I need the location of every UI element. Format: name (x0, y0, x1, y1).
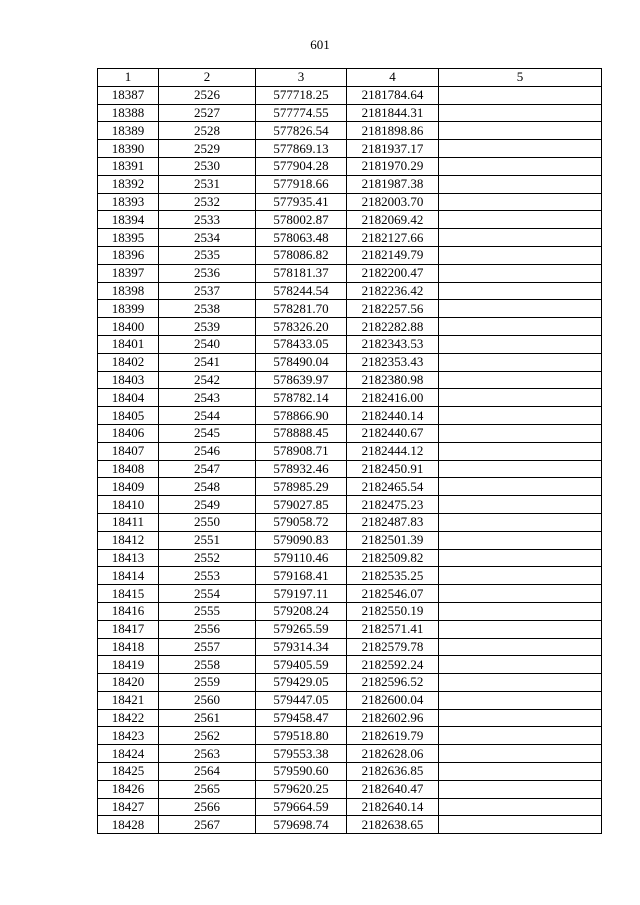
point-number-cell: 18397 (98, 264, 159, 282)
y-coordinate-cell: 2182380.98 (347, 371, 439, 389)
vertex-number-cell: 2538 (159, 300, 256, 318)
table-row (98, 780, 602, 798)
vertex-number-cell: 2534 (159, 229, 256, 247)
note-cell (439, 638, 602, 656)
x-coordinate-cell: 578433.05 (256, 335, 347, 353)
x-coordinate-cell: 579553.38 (256, 745, 347, 763)
vertex-number-cell: 2550 (159, 513, 256, 531)
point-number-cell: 18408 (98, 460, 159, 478)
table-row (98, 389, 602, 407)
column-header-5: 5 (439, 69, 602, 87)
y-coordinate-cell: 2181937.17 (347, 140, 439, 158)
y-coordinate-cell: 2182343.53 (347, 335, 439, 353)
note-cell (439, 567, 602, 585)
point-number-cell: 18411 (98, 513, 159, 531)
note-cell (439, 86, 602, 104)
point-number-cell: 18399 (98, 300, 159, 318)
table-row (98, 318, 602, 336)
vertex-number-cell: 2561 (159, 709, 256, 727)
x-coordinate-cell: 578002.87 (256, 211, 347, 229)
note-cell (439, 780, 602, 798)
note-cell (439, 246, 602, 264)
y-coordinate-cell: 2182579.78 (347, 638, 439, 656)
point-number-cell: 18392 (98, 175, 159, 193)
vertex-number-cell: 2556 (159, 620, 256, 638)
vertex-number-cell: 2545 (159, 424, 256, 442)
vertex-number-cell: 2549 (159, 496, 256, 514)
point-number-cell: 18388 (98, 104, 159, 122)
note-cell (439, 496, 602, 514)
y-coordinate-cell: 2182628.06 (347, 745, 439, 763)
note-cell (439, 442, 602, 460)
point-number-cell: 18389 (98, 122, 159, 140)
x-coordinate-cell: 579314.34 (256, 638, 347, 656)
point-number-cell: 18400 (98, 318, 159, 336)
x-coordinate-cell: 579058.72 (256, 513, 347, 531)
y-coordinate-cell: 2182465.54 (347, 478, 439, 496)
x-coordinate-cell: 577935.41 (256, 193, 347, 211)
point-number-cell: 18398 (98, 282, 159, 300)
note-cell (439, 816, 602, 834)
vertex-number-cell: 2532 (159, 193, 256, 211)
note-cell (439, 229, 602, 247)
y-coordinate-cell: 2182149.79 (347, 246, 439, 264)
table-row (98, 104, 602, 122)
y-coordinate-cell: 2182501.39 (347, 531, 439, 549)
column-header-4: 4 (347, 69, 439, 87)
note-cell (439, 531, 602, 549)
point-number-cell: 18405 (98, 407, 159, 425)
y-coordinate-cell: 2181970.29 (347, 157, 439, 175)
vertex-number-cell: 2533 (159, 211, 256, 229)
y-coordinate-cell: 2182003.70 (347, 193, 439, 211)
point-number-cell: 18416 (98, 602, 159, 620)
table-row (98, 371, 602, 389)
y-coordinate-cell: 2182416.00 (347, 389, 439, 407)
column-header-2: 2 (159, 69, 256, 87)
note-cell (439, 620, 602, 638)
x-coordinate-cell: 579090.83 (256, 531, 347, 549)
x-coordinate-cell: 579429.05 (256, 674, 347, 692)
table-row (98, 175, 602, 193)
x-coordinate-cell: 577918.66 (256, 175, 347, 193)
vertex-number-cell: 2527 (159, 104, 256, 122)
note-cell (439, 763, 602, 781)
vertex-number-cell: 2526 (159, 86, 256, 104)
table-row (98, 211, 602, 229)
table-row (98, 567, 602, 585)
vertex-number-cell: 2564 (159, 763, 256, 781)
note-cell (439, 691, 602, 709)
x-coordinate-cell: 578866.90 (256, 407, 347, 425)
vertex-number-cell: 2537 (159, 282, 256, 300)
note-cell (439, 335, 602, 353)
vertex-number-cell: 2560 (159, 691, 256, 709)
table-row (98, 816, 602, 834)
point-number-cell: 18403 (98, 371, 159, 389)
table-row (98, 282, 602, 300)
note-cell (439, 157, 602, 175)
point-number-cell: 18428 (98, 816, 159, 834)
table-row (98, 442, 602, 460)
x-coordinate-cell: 579458.47 (256, 709, 347, 727)
table-row (98, 86, 602, 104)
x-coordinate-cell: 579197.11 (256, 585, 347, 603)
note-cell (439, 407, 602, 425)
note-cell (439, 264, 602, 282)
y-coordinate-cell: 2182546.07 (347, 585, 439, 603)
table-row (98, 229, 602, 247)
x-coordinate-cell: 578639.97 (256, 371, 347, 389)
y-coordinate-cell: 2182638.65 (347, 816, 439, 834)
point-number-cell: 18418 (98, 638, 159, 656)
table-row (98, 638, 602, 656)
table-row (98, 460, 602, 478)
note-cell (439, 211, 602, 229)
x-coordinate-cell: 578908.71 (256, 442, 347, 460)
note-cell (439, 193, 602, 211)
vertex-number-cell: 2539 (159, 318, 256, 336)
vertex-number-cell: 2559 (159, 674, 256, 692)
vertex-number-cell: 2554 (159, 585, 256, 603)
y-coordinate-cell: 2182636.85 (347, 763, 439, 781)
point-number-cell: 18427 (98, 798, 159, 816)
vertex-number-cell: 2536 (159, 264, 256, 282)
table-row (98, 620, 602, 638)
point-number-cell: 18423 (98, 727, 159, 745)
x-coordinate-cell: 578888.45 (256, 424, 347, 442)
x-coordinate-cell: 579168.41 (256, 567, 347, 585)
vertex-number-cell: 2542 (159, 371, 256, 389)
x-coordinate-cell: 577904.28 (256, 157, 347, 175)
y-coordinate-cell: 2182619.79 (347, 727, 439, 745)
y-coordinate-cell: 2182600.04 (347, 691, 439, 709)
vertex-number-cell: 2555 (159, 602, 256, 620)
note-cell (439, 602, 602, 620)
table-row (98, 585, 602, 603)
point-number-cell: 18409 (98, 478, 159, 496)
y-coordinate-cell: 2181844.31 (347, 104, 439, 122)
x-coordinate-cell: 578326.20 (256, 318, 347, 336)
note-cell (439, 371, 602, 389)
x-coordinate-cell: 578281.70 (256, 300, 347, 318)
x-coordinate-cell: 579027.85 (256, 496, 347, 514)
note-cell (439, 709, 602, 727)
point-number-cell: 18425 (98, 763, 159, 781)
y-coordinate-cell: 2182602.96 (347, 709, 439, 727)
table-row (98, 335, 602, 353)
x-coordinate-cell: 577826.54 (256, 122, 347, 140)
y-coordinate-cell: 2182475.23 (347, 496, 439, 514)
x-coordinate-cell: 579698.74 (256, 816, 347, 834)
point-number-cell: 18406 (98, 424, 159, 442)
y-coordinate-cell: 2181784.64 (347, 86, 439, 104)
y-coordinate-cell: 2182440.14 (347, 407, 439, 425)
x-coordinate-cell: 578932.46 (256, 460, 347, 478)
table-row (98, 424, 602, 442)
vertex-number-cell: 2548 (159, 478, 256, 496)
note-cell (439, 460, 602, 478)
note-cell (439, 656, 602, 674)
table-row (98, 602, 602, 620)
y-coordinate-cell: 2182282.88 (347, 318, 439, 336)
point-number-cell: 18394 (98, 211, 159, 229)
point-number-cell: 18395 (98, 229, 159, 247)
table-row (98, 157, 602, 175)
column-header-1: 1 (98, 69, 159, 87)
table-row (98, 353, 602, 371)
point-number-cell: 18391 (98, 157, 159, 175)
table-row (98, 745, 602, 763)
point-number-cell: 18401 (98, 335, 159, 353)
table-row (98, 407, 602, 425)
note-cell (439, 318, 602, 336)
vertex-number-cell: 2529 (159, 140, 256, 158)
note-cell (439, 300, 602, 318)
note-cell (439, 549, 602, 567)
x-coordinate-cell: 579620.25 (256, 780, 347, 798)
point-number-cell: 18420 (98, 674, 159, 692)
vertex-number-cell: 2540 (159, 335, 256, 353)
x-coordinate-cell: 579208.24 (256, 602, 347, 620)
x-coordinate-cell: 579265.59 (256, 620, 347, 638)
y-coordinate-cell: 2182596.52 (347, 674, 439, 692)
y-coordinate-cell: 2182200.47 (347, 264, 439, 282)
table-row (98, 763, 602, 781)
y-coordinate-cell: 2182509.82 (347, 549, 439, 567)
y-coordinate-cell: 2182487.83 (347, 513, 439, 531)
y-coordinate-cell: 2182236.42 (347, 282, 439, 300)
vertex-number-cell: 2558 (159, 656, 256, 674)
y-coordinate-cell: 2182257.56 (347, 300, 439, 318)
note-cell (439, 140, 602, 158)
point-number-cell: 18390 (98, 140, 159, 158)
y-coordinate-cell: 2182571.41 (347, 620, 439, 638)
x-coordinate-cell: 579405.59 (256, 656, 347, 674)
point-number-cell: 18402 (98, 353, 159, 371)
point-number-cell: 18412 (98, 531, 159, 549)
column-header-3: 3 (256, 69, 347, 87)
x-coordinate-cell: 579664.59 (256, 798, 347, 816)
vertex-number-cell: 2567 (159, 816, 256, 834)
vertex-number-cell: 2565 (159, 780, 256, 798)
table-row (98, 193, 602, 211)
table-row (98, 674, 602, 692)
table-row (98, 246, 602, 264)
point-number-cell: 18415 (98, 585, 159, 603)
vertex-number-cell: 2528 (159, 122, 256, 140)
page-number: 601 (310, 37, 330, 52)
vertex-number-cell: 2530 (159, 157, 256, 175)
table-header-row (98, 69, 602, 87)
vertex-number-cell: 2562 (159, 727, 256, 745)
vertex-number-cell: 2535 (159, 246, 256, 264)
note-cell (439, 389, 602, 407)
x-coordinate-cell: 579518.80 (256, 727, 347, 745)
point-number-cell: 18424 (98, 745, 159, 763)
point-number-cell: 18417 (98, 620, 159, 638)
table-row (98, 122, 602, 140)
table-row (98, 513, 602, 531)
table-row (98, 691, 602, 709)
note-cell (439, 282, 602, 300)
table-row (98, 140, 602, 158)
y-coordinate-cell: 2181898.86 (347, 122, 439, 140)
x-coordinate-cell: 578063.48 (256, 229, 347, 247)
table-row (98, 496, 602, 514)
note-cell (439, 104, 602, 122)
note-cell (439, 674, 602, 692)
point-number-cell: 18421 (98, 691, 159, 709)
y-coordinate-cell: 2182640.47 (347, 780, 439, 798)
table-row (98, 531, 602, 549)
note-cell (439, 122, 602, 140)
point-number-cell: 18413 (98, 549, 159, 567)
note-cell (439, 175, 602, 193)
vertex-number-cell: 2531 (159, 175, 256, 193)
y-coordinate-cell: 2182440.67 (347, 424, 439, 442)
vertex-number-cell: 2563 (159, 745, 256, 763)
point-number-cell: 18393 (98, 193, 159, 211)
x-coordinate-cell: 577774.55 (256, 104, 347, 122)
vertex-number-cell: 2552 (159, 549, 256, 567)
note-cell (439, 745, 602, 763)
x-coordinate-cell: 579110.46 (256, 549, 347, 567)
y-coordinate-cell: 2182444.12 (347, 442, 439, 460)
vertex-number-cell: 2546 (159, 442, 256, 460)
table-row (98, 478, 602, 496)
y-coordinate-cell: 2182353.43 (347, 353, 439, 371)
vertex-number-cell: 2547 (159, 460, 256, 478)
vertex-number-cell: 2566 (159, 798, 256, 816)
table-row (98, 709, 602, 727)
y-coordinate-cell: 2182127.66 (347, 229, 439, 247)
point-number-cell: 18396 (98, 246, 159, 264)
note-cell (439, 424, 602, 442)
table-row (98, 300, 602, 318)
vertex-number-cell: 2553 (159, 567, 256, 585)
coordinates-table (97, 68, 602, 834)
x-coordinate-cell: 577869.13 (256, 140, 347, 158)
note-cell (439, 478, 602, 496)
table-row (98, 549, 602, 567)
vertex-number-cell: 2541 (159, 353, 256, 371)
x-coordinate-cell: 578490.04 (256, 353, 347, 371)
note-cell (439, 513, 602, 531)
point-number-cell: 18387 (98, 86, 159, 104)
x-coordinate-cell: 578086.82 (256, 246, 347, 264)
table-row (98, 727, 602, 745)
vertex-number-cell: 2543 (159, 389, 256, 407)
vertex-number-cell: 2557 (159, 638, 256, 656)
y-coordinate-cell: 2182450.91 (347, 460, 439, 478)
x-coordinate-cell: 578181.37 (256, 264, 347, 282)
table-row (98, 264, 602, 282)
note-cell (439, 798, 602, 816)
y-coordinate-cell: 2182640.14 (347, 798, 439, 816)
y-coordinate-cell: 2182550.19 (347, 602, 439, 620)
table-row (98, 656, 602, 674)
point-number-cell: 18419 (98, 656, 159, 674)
y-coordinate-cell: 2182592.24 (347, 656, 439, 674)
x-coordinate-cell: 578985.29 (256, 478, 347, 496)
y-coordinate-cell: 2182535.25 (347, 567, 439, 585)
table-body (98, 86, 602, 833)
note-cell (439, 353, 602, 371)
y-coordinate-cell: 2182069.42 (347, 211, 439, 229)
x-coordinate-cell: 579447.05 (256, 691, 347, 709)
x-coordinate-cell: 577718.25 (256, 86, 347, 104)
table-row (98, 798, 602, 816)
point-number-cell: 18407 (98, 442, 159, 460)
point-number-cell: 18404 (98, 389, 159, 407)
x-coordinate-cell: 578782.14 (256, 389, 347, 407)
point-number-cell: 18410 (98, 496, 159, 514)
x-coordinate-cell: 578244.54 (256, 282, 347, 300)
point-number-cell: 18422 (98, 709, 159, 727)
point-number-cell: 18426 (98, 780, 159, 798)
vertex-number-cell: 2551 (159, 531, 256, 549)
note-cell (439, 727, 602, 745)
y-coordinate-cell: 2181987.38 (347, 175, 439, 193)
point-number-cell: 18414 (98, 567, 159, 585)
vertex-number-cell: 2544 (159, 407, 256, 425)
x-coordinate-cell: 579590.60 (256, 763, 347, 781)
note-cell (439, 585, 602, 603)
